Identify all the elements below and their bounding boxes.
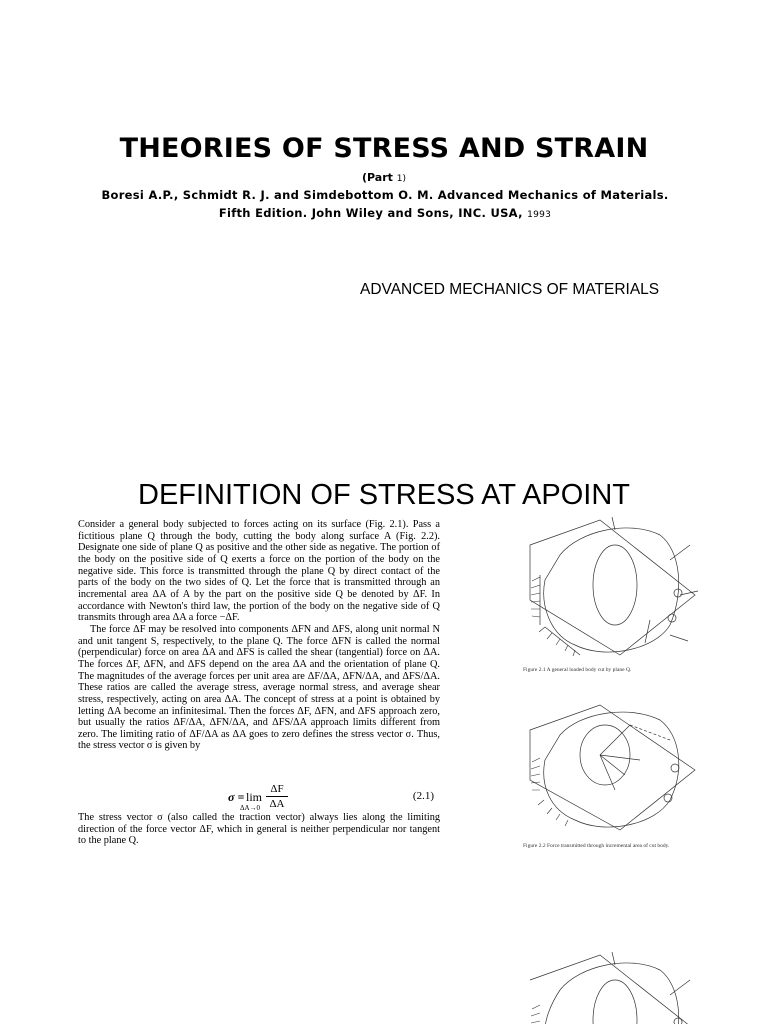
reference-line-1: Boresi A.P., Schmidt R. J. and Simdebottom O. M. Advanced Mechanics of Materials. <box>101 188 669 202</box>
equation-fraction <box>266 783 288 810</box>
equation-lhs: σ = <box>228 790 245 804</box>
reference-line-2-main: Fifth Edition. John Wiley and Sons, INC. USA, <box>218 206 523 220</box>
equation-lim-sub: ΔA→0 <box>240 804 261 812</box>
reference-citation <box>40 186 730 224</box>
equation-number: (2.1) <box>412 790 434 802</box>
fraction-bar <box>266 796 288 797</box>
subtitle: ADVANCED MECHANICS OF MATERIALS <box>360 281 660 298</box>
figure-2-2-caption: Figure 2.2 Force transmitted through incremental area of cut body. <box>523 843 670 849</box>
section-body <box>78 519 440 752</box>
part-number: 1) <box>396 174 406 184</box>
page-title: THEORIES OF STRESS AND STRAIN <box>119 133 649 164</box>
paragraph-2: The force ΔF may be resolved into components ΔFN and ΔFS, along unit normal N and unit tangent S, respectively, to the plane Q. The force ΔFN is called the normal (perpendicular) force on area ΔA and ΔFS is called the shear (tangential) force on ΔA. The forces ΔF, ΔFN, and ΔFS depend on the area ΔA and the orientation of plane Q. The magnitudes of the average forces per unit area are ΔF/ΔA, ΔFN/ΔA, and ΔFS/ΔA. These ratios are called the average stress, average normal stress, and average shear stress, respectively, acting on area ΔA. The concept of stress at a point is obtained by letting ΔA become an infinitesimal. Then the forces ΔF, ΔFN, and ΔFS approach zero, but usually the ratios ΔF/ΔA, ΔFN/ΔA, and ΔFS/ΔA approach limits different from zero. The limiting ratio of ΔF/ΔA as ΔA goes to zero defines the stress vector σ. Thus, the stress vector σ is given by <box>78 623 440 752</box>
paragraph-1: Consider a general body subjected to forces acting on its surface (Fig. 2.1). Pass a fictitious plane Q through the body, cutting the body along surface A (Fig. 2.2). Designate one side of plane Q as positive and the other side as negative. The portion of the body on the positive side of Q exerts a force on the portion of the body on the negative side. This force is transmitted through the plane Q by direct contact of the parts of the body on the two sides of Q. Let the force that is transmitted through an incremental area ΔA of A by the part on the positive side Q be denoted by ΔF. In accordance with Newton's third law, the portion of the body on the negative side of Q transmits through area ΔA a force −ΔF. <box>78 519 440 624</box>
equation-2-1 <box>78 782 440 812</box>
paragraph-3: The stress vector σ (also called the traction vector) always lies along the limiting direction of the force vector ΔF, which in general is neither perpendicular nor tangent to the plane Q. <box>78 812 440 847</box>
equation-numerator: ΔF <box>270 783 284 795</box>
figure-2-2-diagram <box>520 700 700 840</box>
reference-line-2 <box>40 204 730 224</box>
part-label <box>0 171 768 184</box>
figure-2-1-caption: Figure 2.1 A general loaded body cut by plane Q. <box>523 667 632 673</box>
reference-year: 1993 <box>527 210 552 220</box>
equation-denominator: ΔA <box>269 798 285 810</box>
figure-repeat-diagram <box>520 950 700 1024</box>
equation-lim: lim <box>246 790 263 804</box>
part-prefix: (Part <box>362 171 393 184</box>
figure-2-1-diagram <box>520 515 700 665</box>
section-heading: DEFINITION OF STRESS AT APOINT <box>138 479 630 511</box>
